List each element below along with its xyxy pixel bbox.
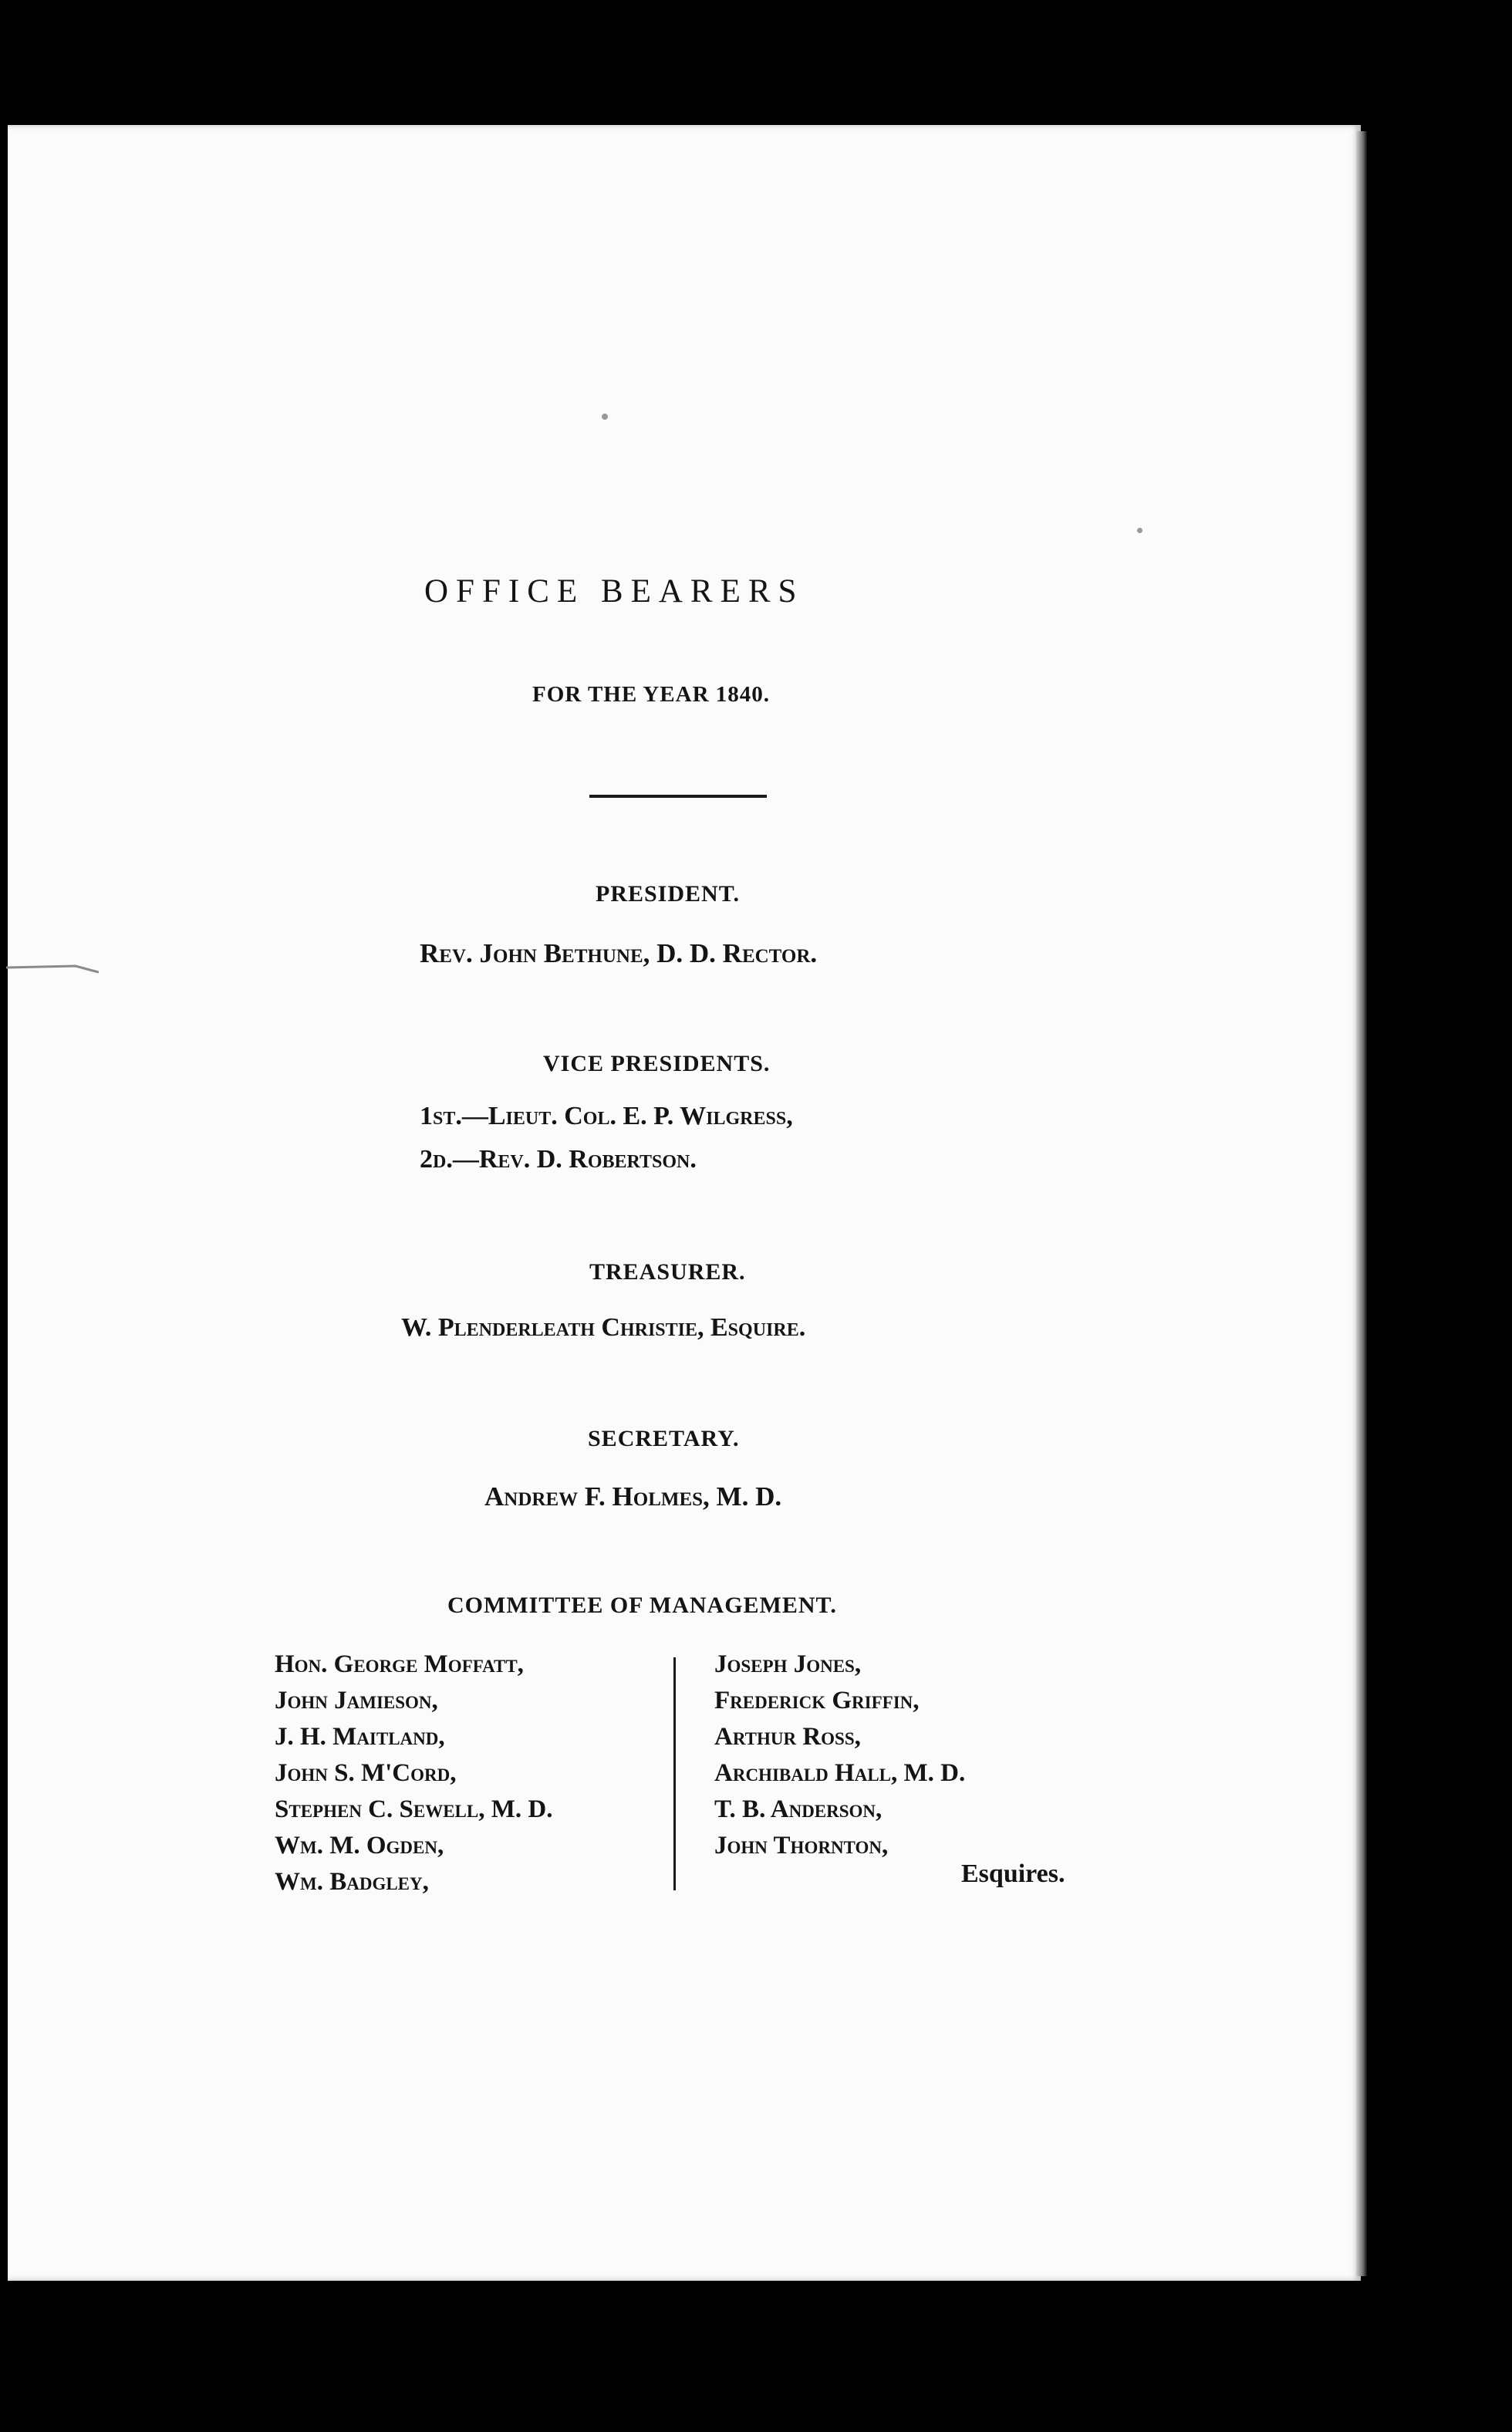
page-subtitle: FOR THE YEAR 1840. — [532, 682, 771, 707]
committee-member: Wm. Badgley, — [275, 1868, 429, 1896]
committee-member: John Thornton, — [714, 1832, 889, 1859]
vice-president-second: 2d.—Rev. D. Robertson. — [420, 1145, 697, 1174]
page-edge — [1356, 131, 1367, 2276]
treasurer-name: W. Plenderleath Christie, Esquire. — [401, 1313, 806, 1342]
committee-member: John Jamieson, — [275, 1687, 438, 1714]
committee-member: John S. M'Cord, — [275, 1759, 457, 1787]
ink-speck — [1137, 528, 1142, 533]
column-divider — [673, 1657, 676, 1890]
committee-heading: COMMITTEE OF MANAGEMENT. — [447, 1593, 837, 1618]
committee-member: J. H. Maitland, — [275, 1723, 445, 1751]
committee-suffix: Esquires. — [961, 1859, 1065, 1888]
committee-member: Joseph Jones, — [714, 1650, 862, 1678]
title-rule — [589, 795, 767, 798]
committee-member: Hon. George Moffatt, — [275, 1650, 524, 1678]
secretary-name: Andrew F. Holmes, M. D. — [484, 1481, 782, 1512]
committee-member: Archibald Hall, M. D. — [714, 1759, 966, 1787]
ink-speck — [602, 414, 608, 420]
committee-left-column — [275, 1647, 552, 1900]
committee-member: T. B. Anderson, — [714, 1795, 883, 1823]
committee-member: Arthur Ross, — [714, 1723, 861, 1751]
document-page — [8, 125, 1361, 2281]
committee-member: Stephen C. Sewell, M. D. — [275, 1795, 553, 1823]
margin-mark — [6, 963, 99, 974]
committee-right-column — [714, 1647, 965, 1864]
committee-member: Frederick Griffin, — [714, 1687, 920, 1714]
page-title: OFFICE BEARERS — [424, 573, 805, 610]
president-name: Rev. John Bethune, D. D. Rector. — [420, 938, 818, 968]
president-heading: PRESIDENT. — [596, 881, 740, 907]
treasurer-heading: TREASURER. — [589, 1259, 746, 1285]
vice-president-first: 1st.—Lieut. Col. E. P. Wilgress, — [420, 1102, 793, 1130]
committee-member: Wm. M. Ogden, — [275, 1832, 444, 1859]
vice-presidents-heading: VICE PRESIDENTS. — [543, 1051, 771, 1076]
secretary-heading: SECRETARY. — [588, 1426, 740, 1451]
